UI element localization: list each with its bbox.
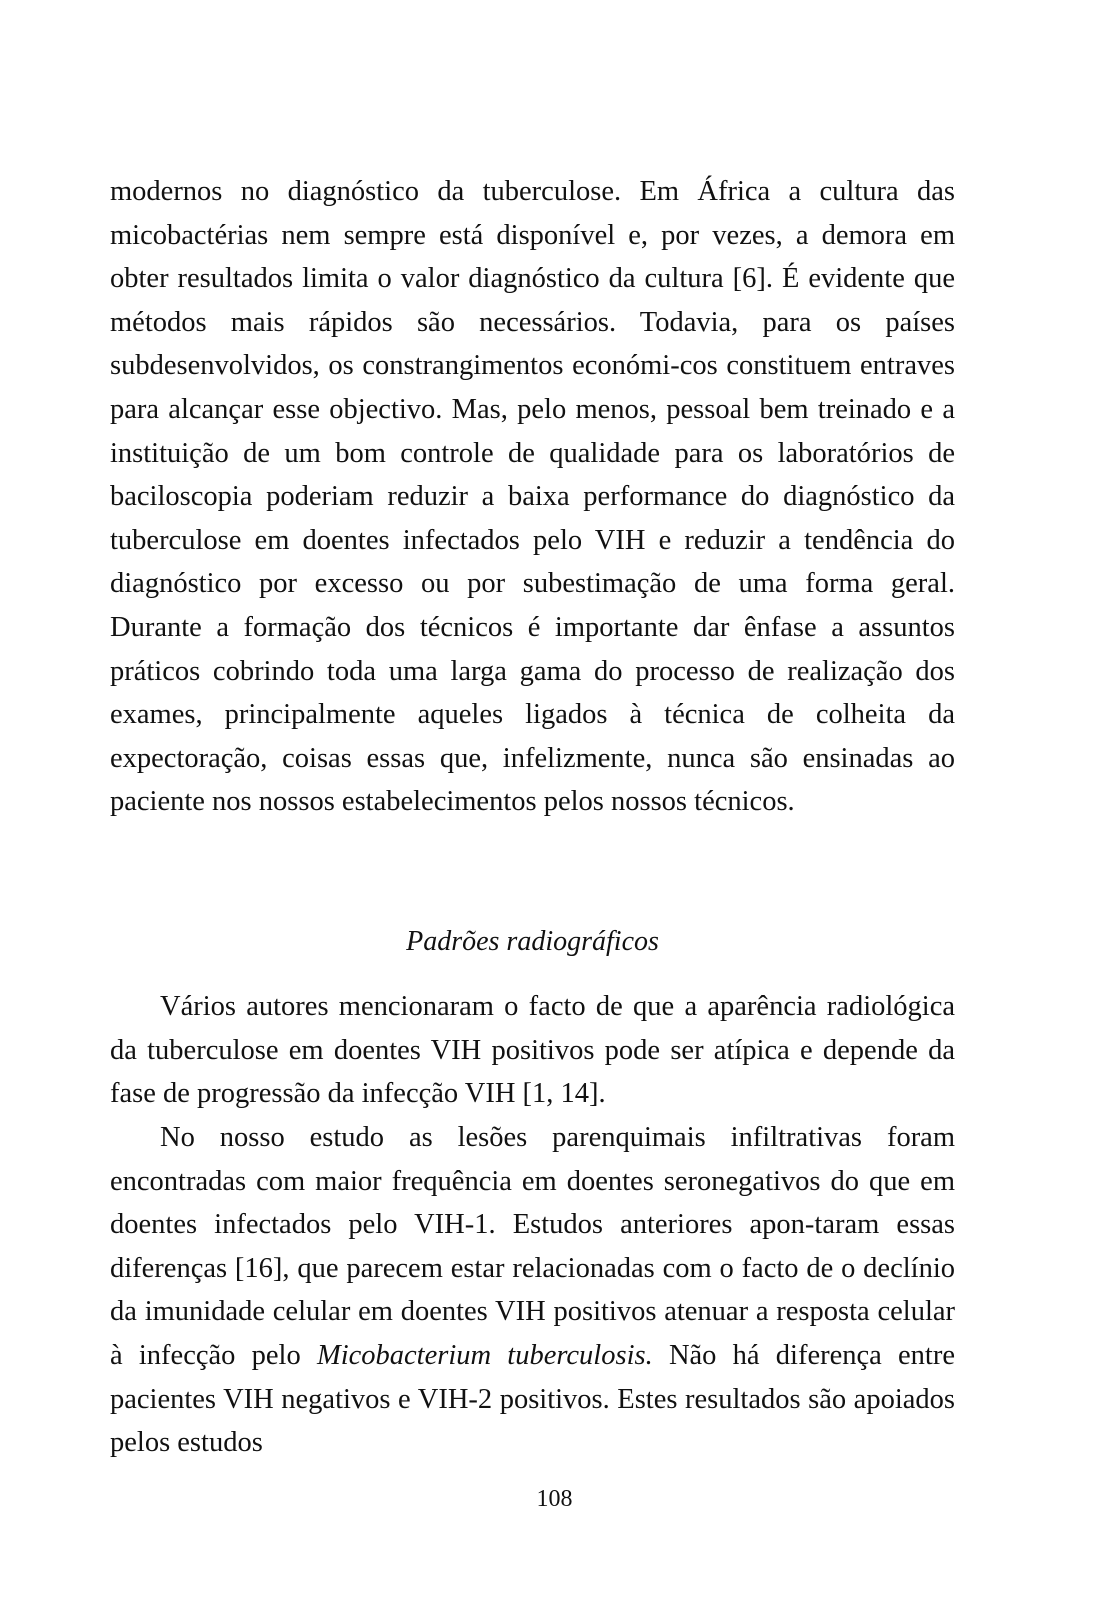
paragraph-text: Vários autores mencionaram o facto de que a aparência radiológica da tuberculose em doentes VIH positivos pode ser atípica e depende da fase de progressão da infecção VIH [1, 14]. [110, 991, 955, 1110]
page-number: 108 [536, 1486, 573, 1512]
species-name: Micobacterium tuberculosis. [316, 1339, 653, 1371]
paragraph-text [110, 1116, 955, 1465]
body-paragraph-3 [110, 1116, 955, 1465]
paragraph-text-start: No nosso estudo as lesões parenquimais infiltrativas foram encontradas com maior frequência em doentes seronegativos do que em doentes infectados pelo VIH-1. Estudos anteriores apon-taram essas diferenças [16], que parecem estar relacionadas com o facto de o declínio da imunidade celular em doentes VIH positivos atenuar a resposta celular à infecção pelo [110, 1122, 955, 1371]
paragraph-text: modernos no diagnóstico da tuberculose. Em África a cultura das micobactérias nem sempre está disponível e, por vezes, a demora em obter resultados limita o valor diagnóstico da cultura [6]. É evidente que métodos mais rápidos são necessários. Todavia, para os países subdesenvolvidos, os constrangimentos económi-cos constituem entraves para alcançar esse objectivo. Mas, pelo menos, pessoal bem treinado e a instituição de um bom controle de qualidade para os laboratórios de baciloscopia poderiam reduzir a baixa performance do diagnóstico da tuberculose em doentes infectados pelo VIH e reduzir a tendência do diagnóstico por excesso ou por subestimação de uma forma geral. Durante a formação dos técnicos é importante dar ênfase a assuntos práticos cobrindo toda uma larga gama do processo de realização dos exames, principalmente aqueles ligados à técnica de colheita da expectoração, coisas essas que, infelizmente, nunca são ensinadas ao paciente nos nossos estabelecimentos pelos nossos técnicos. [110, 176, 955, 818]
body-paragraph-1 [110, 170, 955, 824]
paragraph-text-end: Não há diferença entre pacientes VIH negativos e VIH-2 positivos. Estes resultados são apoiados pelos estudos [110, 1339, 955, 1459]
section-heading: Padrões radiográficos [406, 926, 659, 957]
body-paragraph-2 [110, 985, 955, 1116]
